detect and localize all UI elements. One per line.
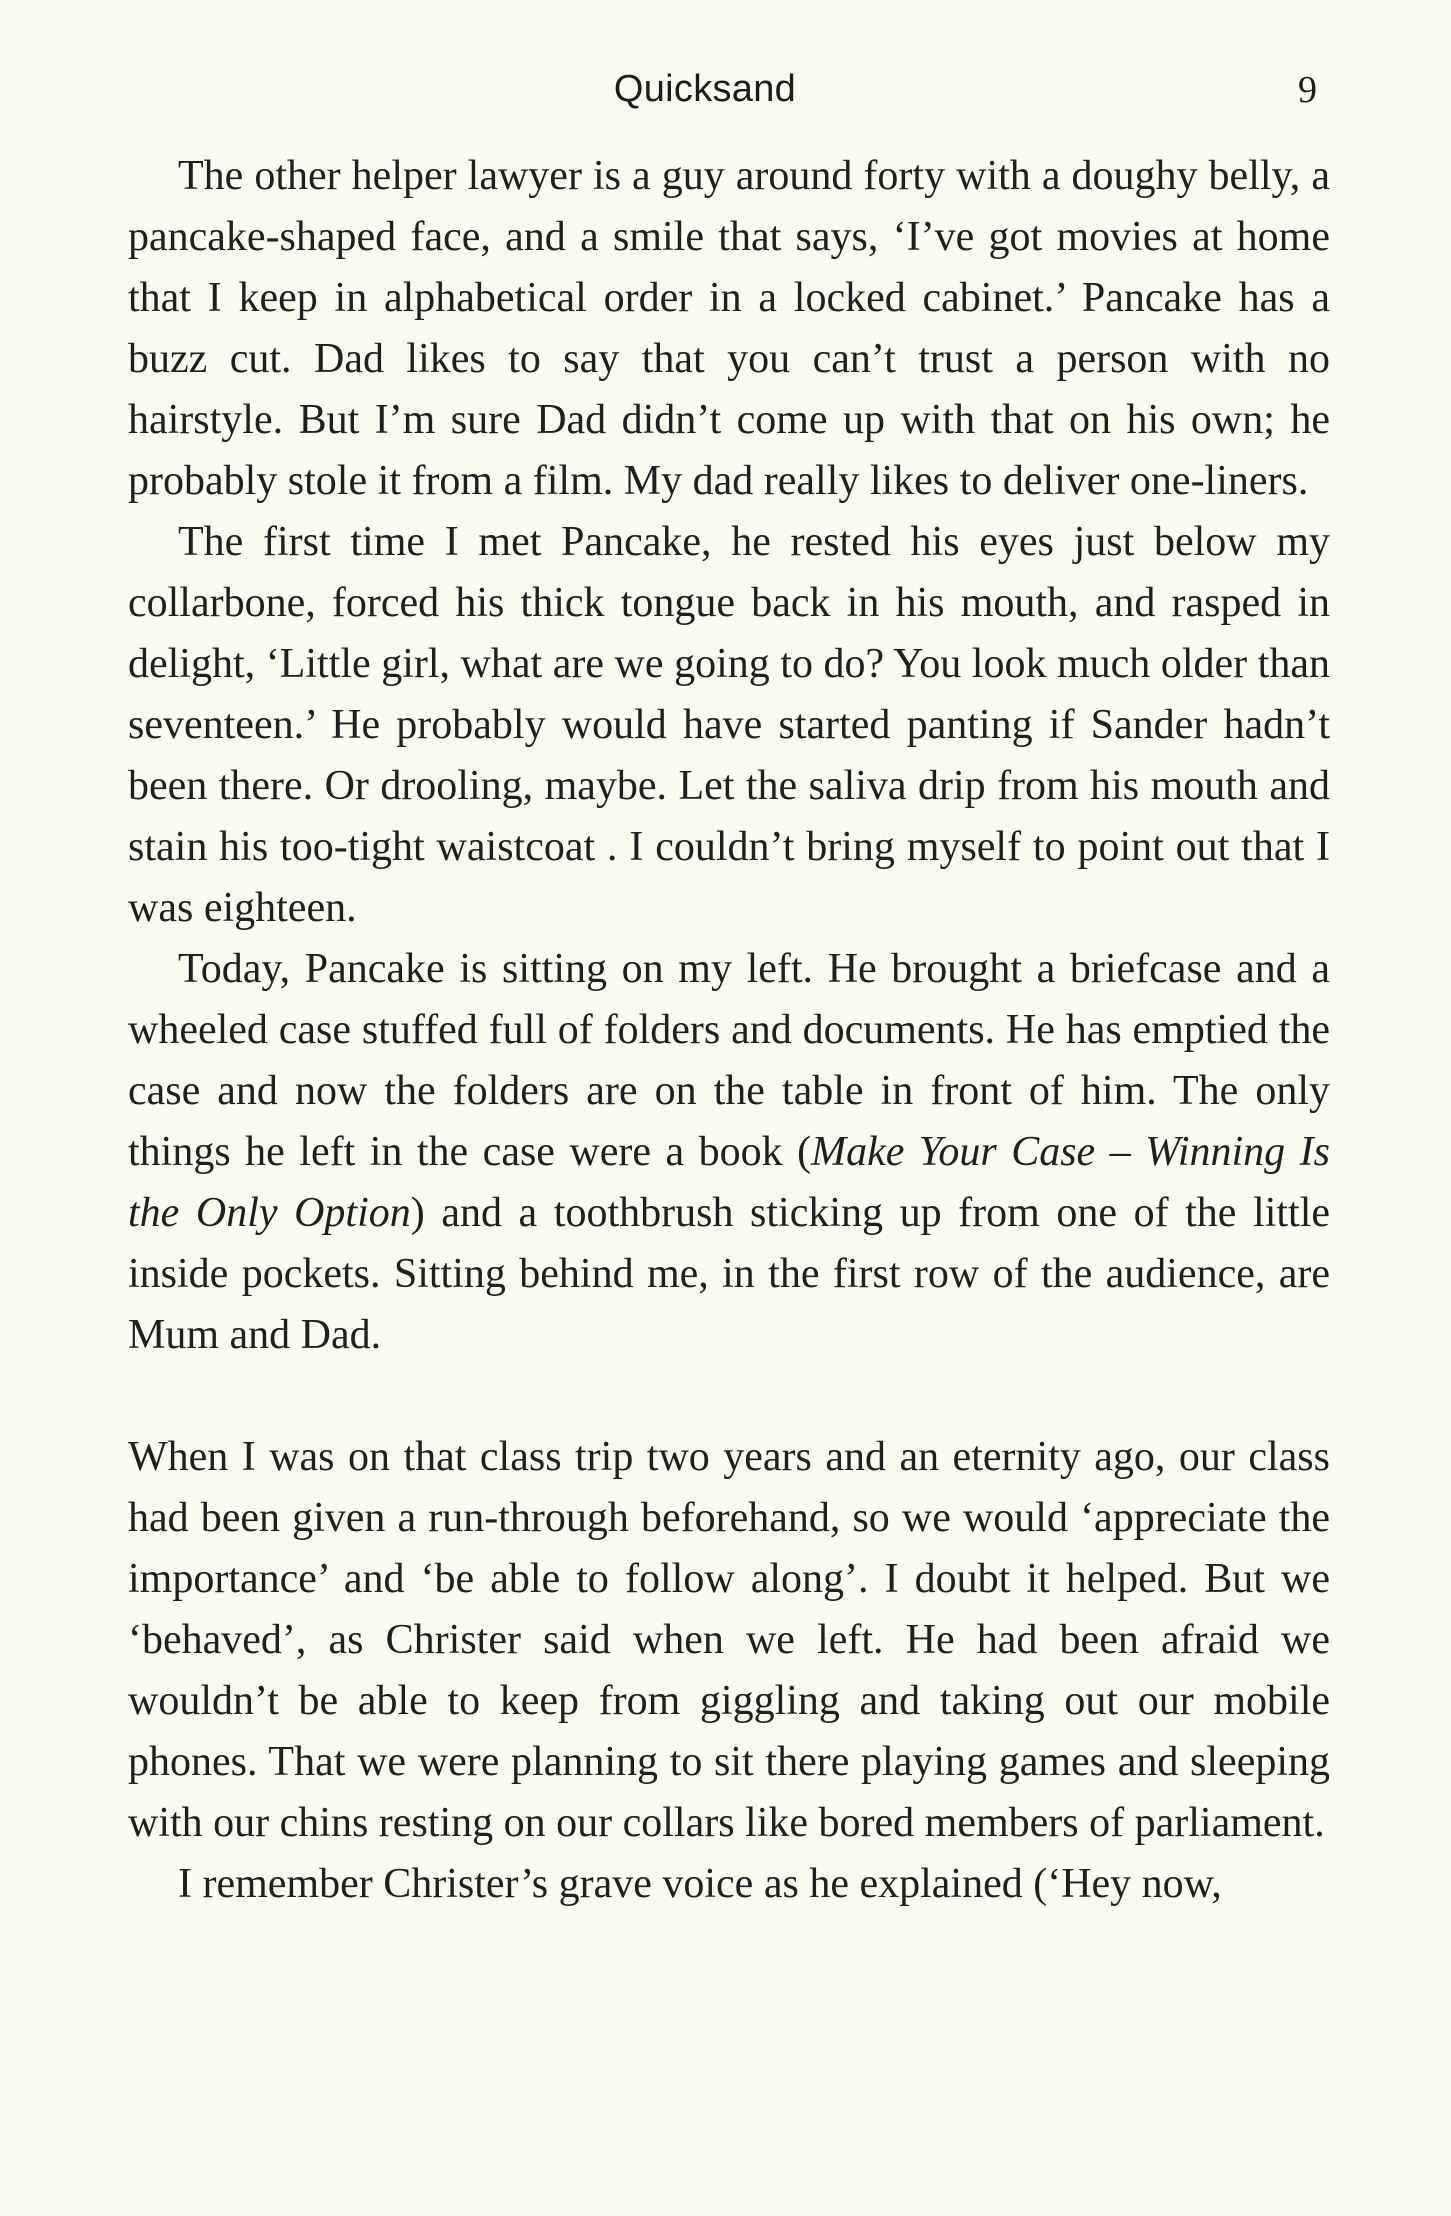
section-break	[128, 1366, 1330, 1427]
book-title: Make Your Case – Winning Is the Only Option	[128, 1129, 1330, 1236]
body-text	[128, 146, 1330, 1915]
paragraph-5: I remember Christer’s grave voice as he explained (‘Hey now,	[178, 1861, 1222, 1907]
paragraph-1: The other helper lawyer is a guy around forty with a doughy belly, a pancake-shaped face, and a smile that says, ‘I’ve got movies at home that I keep in alphabetical order in a locked cabinet.’ Pancake has a buzz cut. Dad likes to say that you can’t trust a person with no hairstyle. But I’m sure Dad didn’t come up with that on his own; he probably stole it from a film. My dad really likes to deliver one-liners.	[128, 153, 1330, 504]
page-number: 9	[1298, 69, 1317, 111]
paragraph-4: When I was on that class trip two years and an eternity ago, our class had been given a run-through beforehand, so we would ‘appreciate the importance’ and ‘be able to follow along’. I doubt it helped. But we ‘behaved’, as Christer said when we left. He had been afraid we wouldn’t be able to keep from giggling and taking out our mobile phones. That we were planning to sit there playing games and sleeping with our chins resting on our collars like bored members of parliament.	[128, 1434, 1330, 1846]
running-head	[0, 68, 1451, 118]
paragraph-3	[128, 939, 1330, 1366]
paragraph-3-text-before: Today, Pancake is sitting on my left. He brought a briefcase and a wheeled case stuffed full of folders and documents. He has emptied the case and now the folders are on the table in front of him. The only things he left in the case were a book (	[128, 946, 1330, 1175]
paragraph-2: The first time I met Pancake, he rested his eyes just below my collarbone, forced his thick tongue back in his mouth, and rasped in delight, ‘Little girl, what are we going to do? You look much older than seventeen.’ He probably would have started panting if Sander hadn’t been there. Or drooling, maybe. Let the saliva drip from his mouth and stain his too-tight waistcoat . I couldn’t bring myself to point out that I was eighteen.	[128, 519, 1330, 931]
paragraph-3-text-after: ) and a toothbrush sticking up from one of the little inside pockets. Sitting behind me, in the first row of the audience, are Mum and Dad.	[128, 1190, 1331, 1358]
running-title: Quicksand	[613, 68, 797, 110]
